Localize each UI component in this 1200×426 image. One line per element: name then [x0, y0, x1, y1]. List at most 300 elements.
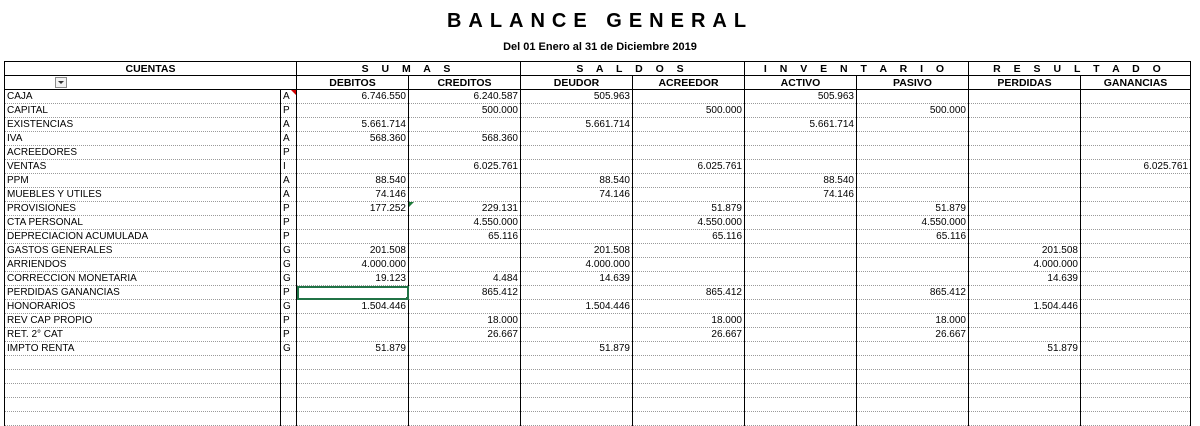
- account-type-cell[interactable]: [281, 132, 297, 146]
- table-row: [5, 286, 1191, 300]
- account-type-label: I: [283, 160, 286, 172]
- empty-cell[interactable]: [297, 356, 409, 370]
- pasivo-cell[interactable]: [857, 230, 969, 244]
- account-type-cell[interactable]: [281, 244, 297, 258]
- acreedor-cell[interactable]: [633, 300, 745, 314]
- header-saldos: S A L D O S: [521, 62, 745, 76]
- empty-cell[interactable]: [969, 356, 1081, 370]
- activo-cell[interactable]: [745, 188, 857, 202]
- perdidas-cell[interactable]: [969, 146, 1081, 160]
- acreedor-cell[interactable]: [633, 230, 745, 244]
- pasivo-cell[interactable]: [857, 314, 969, 328]
- empty-cell[interactable]: [969, 398, 1081, 412]
- empty-row: [5, 398, 1191, 412]
- empty-cell[interactable]: [857, 384, 969, 398]
- debitos-cell[interactable]: [297, 118, 409, 132]
- perdidas-cell[interactable]: [969, 188, 1081, 202]
- acreedor-cell[interactable]: [633, 174, 745, 188]
- empty-cell[interactable]: [297, 384, 409, 398]
- perdidas-cell[interactable]: [969, 202, 1081, 216]
- creditos-cell[interactable]: [409, 90, 521, 104]
- pasivo-cell[interactable]: [857, 258, 969, 272]
- table-row: [5, 314, 1191, 328]
- perdidas-cell[interactable]: [969, 174, 1081, 188]
- activo-cell[interactable]: [745, 272, 857, 286]
- account-name-cell[interactable]: PPM: [5, 174, 281, 188]
- acreedor-cell[interactable]: [633, 188, 745, 202]
- empty-cell[interactable]: [409, 412, 521, 426]
- table-row: [5, 118, 1191, 132]
- debitos-cell[interactable]: [297, 244, 409, 258]
- activo-cell[interactable]: [745, 104, 857, 118]
- account-type-cell[interactable]: [281, 342, 297, 356]
- empty-cell[interactable]: [5, 356, 281, 370]
- pasivo-cell[interactable]: [857, 216, 969, 230]
- activo-cell[interactable]: [745, 146, 857, 160]
- empty-cell[interactable]: [409, 398, 521, 412]
- ganancias-cell[interactable]: [1081, 132, 1191, 146]
- activo-cell[interactable]: [745, 328, 857, 342]
- debitos-cell[interactable]: [297, 230, 409, 244]
- deudor-cell[interactable]: [521, 104, 633, 118]
- deudor-cell[interactable]: [521, 188, 633, 202]
- deudor-value: 4.000.000: [585, 258, 630, 270]
- ganancias-cell[interactable]: [1081, 160, 1191, 174]
- pasivo-cell[interactable]: [857, 272, 969, 286]
- account-type-label: P: [283, 314, 290, 326]
- empty-cell[interactable]: [633, 356, 745, 370]
- empty-cell[interactable]: [281, 384, 297, 398]
- empty-cell[interactable]: [745, 356, 857, 370]
- pasivo-cell[interactable]: [857, 202, 969, 216]
- empty-cell[interactable]: [281, 356, 297, 370]
- acreedor-cell[interactable]: [633, 216, 745, 230]
- header-ganancias: GANANCIAS: [1081, 76, 1191, 90]
- acreedor-cell[interactable]: [633, 132, 745, 146]
- debitos-cell[interactable]: [297, 104, 409, 118]
- header-inventario: I N V E N T A R I O: [745, 62, 969, 76]
- deudor-cell[interactable]: [521, 146, 633, 160]
- creditos-cell[interactable]: [409, 146, 521, 160]
- account-type-cell[interactable]: [281, 118, 297, 132]
- creditos-value: 4.550.000: [473, 216, 518, 228]
- page-subtitle: Del 01 Enero al 31 de Diciembre 2019: [503, 41, 697, 53]
- empty-cell[interactable]: [633, 398, 745, 412]
- empty-cell[interactable]: [521, 412, 633, 426]
- account-type-cell[interactable]: [281, 328, 297, 342]
- debitos-value: 51.879: [375, 342, 406, 354]
- perdidas-cell[interactable]: [969, 300, 1081, 314]
- pasivo-value: 500.000: [929, 104, 966, 116]
- ganancias-cell[interactable]: [1081, 188, 1191, 202]
- debitos-cell[interactable]: [297, 300, 409, 314]
- ganancias-cell[interactable]: [1081, 244, 1191, 258]
- header-acreedor: ACREEDOR: [633, 76, 745, 90]
- debitos-cell[interactable]: [297, 188, 409, 202]
- acreedor-cell[interactable]: [633, 314, 745, 328]
- acreedor-cell[interactable]: [633, 244, 745, 258]
- header-cuentas: CUENTAS: [5, 62, 297, 76]
- perdidas-cell[interactable]: [969, 286, 1081, 300]
- filter-dropdown-icon[interactable]: [55, 77, 67, 88]
- acreedor-cell[interactable]: [633, 328, 745, 342]
- acreedor-value: 4.550.000: [697, 216, 742, 228]
- creditos-cell[interactable]: [409, 230, 521, 244]
- creditos-cell[interactable]: [409, 300, 521, 314]
- deudor-cell[interactable]: [521, 328, 633, 342]
- empty-cell[interactable]: [1081, 398, 1191, 412]
- ganancias-cell[interactable]: [1081, 146, 1191, 160]
- table-row: [5, 104, 1191, 118]
- empty-cell[interactable]: [1081, 356, 1191, 370]
- activo-cell[interactable]: [745, 244, 857, 258]
- empty-cell[interactable]: [5, 398, 281, 412]
- account-type-cell[interactable]: [281, 258, 297, 272]
- activo-cell[interactable]: [745, 258, 857, 272]
- empty-cell[interactable]: [633, 370, 745, 384]
- deudor-cell[interactable]: [521, 90, 633, 104]
- creditos-cell[interactable]: [409, 314, 521, 328]
- empty-cell[interactable]: [1081, 412, 1191, 426]
- account-type-label: P: [283, 146, 290, 158]
- ganancias-cell[interactable]: [1081, 300, 1191, 314]
- ganancias-cell[interactable]: [1081, 272, 1191, 286]
- empty-cell[interactable]: [857, 370, 969, 384]
- activo-cell[interactable]: [745, 286, 857, 300]
- deudor-cell[interactable]: [521, 174, 633, 188]
- empty-cell[interactable]: [5, 370, 281, 384]
- account-name-cell[interactable]: GASTOS GENERALES: [5, 244, 281, 258]
- empty-cell[interactable]: [857, 356, 969, 370]
- empty-cell[interactable]: [297, 370, 409, 384]
- account-name-cell[interactable]: IMPTO RENTA: [5, 342, 281, 356]
- account-type-cell[interactable]: [281, 104, 297, 118]
- empty-cell[interactable]: [857, 412, 969, 426]
- empty-cell[interactable]: [5, 412, 281, 426]
- pasivo-cell[interactable]: [857, 328, 969, 342]
- empty-cell[interactable]: [745, 398, 857, 412]
- pasivo-cell[interactable]: [857, 118, 969, 132]
- ganancias-cell[interactable]: [1081, 202, 1191, 216]
- ganancias-cell[interactable]: [1081, 230, 1191, 244]
- empty-cell[interactable]: [745, 412, 857, 426]
- creditos-cell[interactable]: [409, 160, 521, 174]
- pasivo-cell[interactable]: [857, 188, 969, 202]
- empty-cell[interactable]: [745, 370, 857, 384]
- account-name-cell[interactable]: CAPITAL: [5, 104, 281, 118]
- empty-cell[interactable]: [521, 398, 633, 412]
- header-sumas: S U M A S: [297, 62, 521, 76]
- perdidas-value: 201.508: [1041, 244, 1078, 256]
- deudor-cell[interactable]: [521, 118, 633, 132]
- perdidas-cell[interactable]: [969, 104, 1081, 118]
- deudor-value: 51.879: [599, 342, 630, 354]
- perdidas-cell[interactable]: [969, 118, 1081, 132]
- creditos-cell[interactable]: [409, 328, 521, 342]
- empty-cell[interactable]: [409, 356, 521, 370]
- acreedor-value: 18.000: [711, 314, 742, 326]
- account-name-cell[interactable]: REV CAP PROPIO: [5, 314, 281, 328]
- account-name-cell[interactable]: VENTAS: [5, 160, 281, 174]
- deudor-cell[interactable]: [521, 244, 633, 258]
- account-type-cell[interactable]: [281, 286, 297, 300]
- acreedor-cell[interactable]: [633, 104, 745, 118]
- perdidas-cell[interactable]: [969, 328, 1081, 342]
- pasivo-cell[interactable]: [857, 286, 969, 300]
- debitos-cell[interactable]: [297, 328, 409, 342]
- perdidas-cell[interactable]: [969, 272, 1081, 286]
- creditos-value: 65.116: [488, 230, 518, 242]
- header-pasivo: PASIVO: [857, 76, 969, 90]
- deudor-cell[interactable]: [521, 216, 633, 230]
- creditos-cell[interactable]: [409, 188, 521, 202]
- ganancias-value: 6.025.761: [1143, 160, 1188, 172]
- debitos-cell[interactable]: [297, 272, 409, 286]
- ganancias-cell[interactable]: [1081, 258, 1191, 272]
- account-type-label: A: [283, 188, 290, 200]
- ganancias-cell[interactable]: [1081, 328, 1191, 342]
- empty-cell[interactable]: [521, 356, 633, 370]
- activo-cell[interactable]: [745, 342, 857, 356]
- activo-value: 88.540: [823, 174, 854, 186]
- account-type-label: P: [283, 230, 290, 242]
- debitos-cell[interactable]: [297, 160, 409, 174]
- filter-cell: [5, 76, 297, 90]
- empty-cell[interactable]: [297, 398, 409, 412]
- pasivo-value: 18.000: [935, 314, 966, 326]
- table-row: [5, 244, 1191, 258]
- creditos-cell[interactable]: [409, 118, 521, 132]
- account-name-cell[interactable]: PERDIDAS GANANCIAS: [5, 286, 281, 300]
- activo-cell[interactable]: [745, 314, 857, 328]
- pasivo-cell[interactable]: [857, 300, 969, 314]
- creditos-cell[interactable]: [409, 286, 521, 300]
- debitos-cell[interactable]: [297, 314, 409, 328]
- account-name-cell[interactable]: DEPRECIACION ACUMULADA: [5, 230, 281, 244]
- ganancias-cell[interactable]: [1081, 342, 1191, 356]
- account-type-label: A: [283, 118, 290, 130]
- empty-cell[interactable]: [1081, 384, 1191, 398]
- activo-cell[interactable]: [745, 90, 857, 104]
- account-type-cell[interactable]: [281, 174, 297, 188]
- deudor-cell[interactable]: [521, 258, 633, 272]
- account-type-label: P: [283, 202, 290, 214]
- deudor-cell[interactable]: [521, 342, 633, 356]
- account-name-cell[interactable]: PROVISIONES: [5, 202, 281, 216]
- creditos-cell[interactable]: [409, 104, 521, 118]
- empty-cell[interactable]: [745, 384, 857, 398]
- account-type-cell[interactable]: [281, 90, 297, 104]
- pasivo-cell[interactable]: [857, 146, 969, 160]
- pasivo-cell[interactable]: [857, 104, 969, 118]
- account-name-cell[interactable]: CTA PERSONAL: [5, 216, 281, 230]
- account-type-label: G: [283, 258, 291, 270]
- comment-indicator-icon[interactable]: [291, 90, 296, 95]
- perdidas-cell[interactable]: [969, 216, 1081, 230]
- account-type-cell[interactable]: [281, 202, 297, 216]
- empty-cell[interactable]: [297, 412, 409, 426]
- account-type-cell[interactable]: [281, 146, 297, 160]
- acreedor-cell[interactable]: [633, 342, 745, 356]
- acreedor-cell[interactable]: [633, 286, 745, 300]
- deudor-cell[interactable]: [521, 202, 633, 216]
- empty-cell[interactable]: [409, 370, 521, 384]
- error-indicator-icon[interactable]: [409, 202, 414, 207]
- acreedor-cell[interactable]: [633, 90, 745, 104]
- account-type-cell[interactable]: [281, 272, 297, 286]
- perdidas-value: 4.000.000: [1033, 258, 1078, 270]
- creditos-cell[interactable]: [409, 216, 521, 230]
- empty-cell[interactable]: [281, 412, 297, 426]
- activo-cell[interactable]: [745, 202, 857, 216]
- activo-cell[interactable]: [745, 174, 857, 188]
- debitos-cell[interactable]: [297, 90, 409, 104]
- deudor-value: 1.504.446: [585, 300, 630, 312]
- debitos-cell[interactable]: [297, 286, 409, 300]
- empty-cell[interactable]: [521, 384, 633, 398]
- account-type-cell[interactable]: [281, 160, 297, 174]
- acreedor-value: 65.116: [712, 230, 742, 242]
- account-name-cell[interactable]: CAJA: [5, 90, 281, 104]
- ganancias-cell[interactable]: [1081, 216, 1191, 230]
- debitos-value: 74.146: [375, 188, 406, 200]
- perdidas-cell[interactable]: [969, 258, 1081, 272]
- fill-handle[interactable]: [406, 297, 409, 300]
- perdidas-cell[interactable]: [969, 244, 1081, 258]
- table-row: [5, 258, 1191, 272]
- deudor-cell[interactable]: [521, 230, 633, 244]
- account-name-cell[interactable]: IVA: [5, 132, 281, 146]
- activo-cell[interactable]: [745, 160, 857, 174]
- acreedor-value: 500.000: [705, 104, 742, 116]
- activo-value: 505.963: [817, 90, 854, 102]
- acreedor-cell[interactable]: [633, 272, 745, 286]
- debitos-cell[interactable]: [297, 174, 409, 188]
- deudor-cell[interactable]: [521, 160, 633, 174]
- empty-cell[interactable]: [281, 398, 297, 412]
- account-type-cell[interactable]: [281, 300, 297, 314]
- acreedor-value: 865.412: [705, 286, 742, 298]
- debitos-cell[interactable]: [297, 146, 409, 160]
- account-type-cell[interactable]: [281, 188, 297, 202]
- empty-cell[interactable]: [633, 412, 745, 426]
- creditos-cell[interactable]: [409, 174, 521, 188]
- acreedor-cell[interactable]: [633, 118, 745, 132]
- empty-cell[interactable]: [409, 384, 521, 398]
- acreedor-cell[interactable]: [633, 202, 745, 216]
- acreedor-cell[interactable]: [633, 146, 745, 160]
- ganancias-cell[interactable]: [1081, 118, 1191, 132]
- account-type-cell[interactable]: [281, 230, 297, 244]
- perdidas-cell[interactable]: [969, 314, 1081, 328]
- debitos-value: 5.661.714: [361, 118, 406, 130]
- perdidas-value: 1.504.446: [1033, 300, 1078, 312]
- account-name-cell[interactable]: HONORARIOS: [5, 300, 281, 314]
- account-name-cell[interactable]: EXISTENCIAS: [5, 118, 281, 132]
- creditos-cell[interactable]: [409, 258, 521, 272]
- account-name-cell[interactable]: CORRECCION MONETARIA: [5, 272, 281, 286]
- acreedor-cell[interactable]: [633, 160, 745, 174]
- empty-cell[interactable]: [5, 384, 281, 398]
- ganancias-cell[interactable]: [1081, 90, 1191, 104]
- deudor-cell[interactable]: [521, 132, 633, 146]
- pasivo-cell[interactable]: [857, 342, 969, 356]
- perdidas-cell[interactable]: [969, 160, 1081, 174]
- debitos-cell[interactable]: [297, 342, 409, 356]
- account-type-cell[interactable]: [281, 314, 297, 328]
- debitos-cell[interactable]: [297, 216, 409, 230]
- table-row: [5, 300, 1191, 314]
- creditos-cell[interactable]: [409, 244, 521, 258]
- empty-cell[interactable]: [969, 370, 1081, 384]
- empty-cell[interactable]: [969, 384, 1081, 398]
- activo-cell[interactable]: [745, 216, 857, 230]
- deudor-cell[interactable]: [521, 314, 633, 328]
- perdidas-cell[interactable]: [969, 132, 1081, 146]
- activo-cell[interactable]: [745, 118, 857, 132]
- empty-cell[interactable]: [521, 370, 633, 384]
- acreedor-cell[interactable]: [633, 258, 745, 272]
- deudor-cell[interactable]: [521, 272, 633, 286]
- ganancias-cell[interactable]: [1081, 286, 1191, 300]
- perdidas-cell[interactable]: [969, 342, 1081, 356]
- pasivo-cell[interactable]: [857, 160, 969, 174]
- account-name-cell[interactable]: ACREEDORES: [5, 146, 281, 160]
- empty-cell[interactable]: [633, 384, 745, 398]
- activo-cell[interactable]: [745, 300, 857, 314]
- account-type-cell[interactable]: [281, 216, 297, 230]
- empty-cell[interactable]: [1081, 370, 1191, 384]
- debitos-cell[interactable]: [297, 258, 409, 272]
- pasivo-cell[interactable]: [857, 132, 969, 146]
- deudor-cell[interactable]: [521, 300, 633, 314]
- creditos-value: 229.131: [481, 202, 518, 214]
- ganancias-cell[interactable]: [1081, 104, 1191, 118]
- creditos-cell[interactable]: [409, 202, 521, 216]
- creditos-value: 6.025.761: [473, 160, 518, 172]
- pasivo-value: 865.412: [929, 286, 966, 298]
- pasivo-value: 26.667: [935, 328, 966, 340]
- account-name-cell[interactable]: MUEBLES Y UTILES: [5, 188, 281, 202]
- account-name-cell[interactable]: ARRIENDOS: [5, 258, 281, 272]
- activo-cell[interactable]: [745, 230, 857, 244]
- perdidas-cell[interactable]: [969, 90, 1081, 104]
- pasivo-cell[interactable]: [857, 174, 969, 188]
- ganancias-cell[interactable]: [1081, 314, 1191, 328]
- debitos-value: 88.540: [375, 174, 406, 186]
- deudor-cell[interactable]: [521, 286, 633, 300]
- empty-cell[interactable]: [281, 370, 297, 384]
- ganancias-cell[interactable]: [1081, 174, 1191, 188]
- debitos-cell[interactable]: [297, 132, 409, 146]
- activo-cell[interactable]: [745, 132, 857, 146]
- account-type-label: G: [283, 342, 291, 354]
- table-row: [5, 230, 1191, 244]
- acreedor-value: 26.667: [711, 328, 742, 340]
- empty-cell[interactable]: [857, 398, 969, 412]
- account-type-label: P: [283, 216, 290, 228]
- empty-cell[interactable]: [969, 412, 1081, 426]
- creditos-cell[interactable]: [409, 342, 521, 356]
- debitos-cell[interactable]: [297, 202, 409, 216]
- creditos-cell[interactable]: [409, 132, 521, 146]
- pasivo-cell[interactable]: [857, 90, 969, 104]
- creditos-cell[interactable]: [409, 272, 521, 286]
- perdidas-cell[interactable]: [969, 230, 1081, 244]
- header-perdidas: PERDIDAS: [969, 76, 1081, 90]
- pasivo-cell[interactable]: [857, 244, 969, 258]
- account-name-cell[interactable]: RET. 2° CAT: [5, 328, 281, 342]
